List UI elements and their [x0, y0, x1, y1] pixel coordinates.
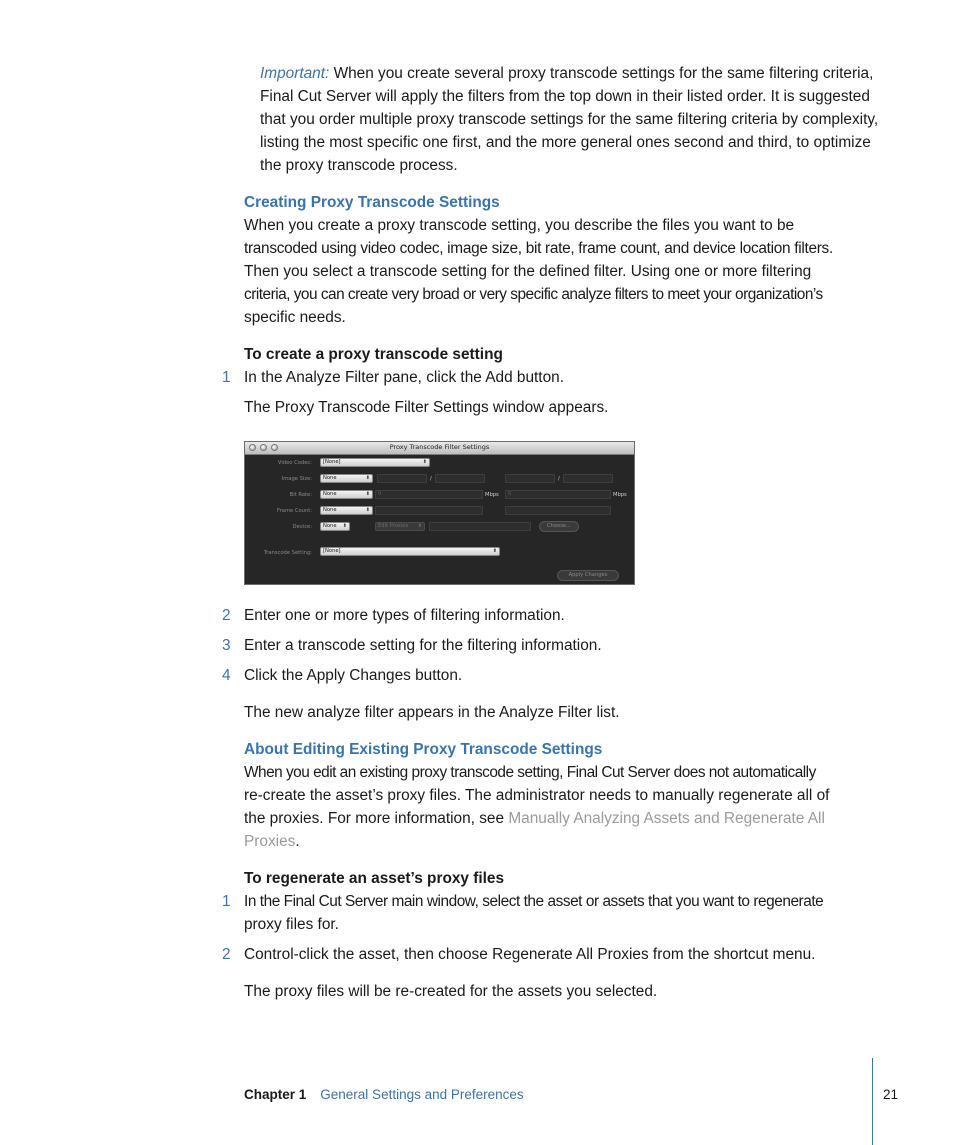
image-height-field[interactable] [435, 474, 485, 483]
popup-arrows-icon: ⬍ [365, 491, 370, 497]
popup-arrows-icon: ⬍ [365, 475, 370, 481]
bit-rate-min-value: 0 [378, 491, 382, 497]
apply-changes-button[interactable]: Apply Changes [557, 570, 619, 581]
footer-chapter: Chapter 1 [244, 1087, 307, 1102]
transcode-setting-value: [None] [323, 548, 341, 554]
bit-rate-label: Bit Rate: [289, 492, 312, 498]
image-width-field[interactable] [377, 474, 427, 483]
step-result: The proxy files will be re-created for the assets you selected. [244, 983, 658, 1000]
important-note [260, 62, 880, 177]
bit-rate-min-unit: Mbps [485, 492, 499, 498]
footer-chapter-title: General Settings and Preferences [320, 1087, 524, 1102]
edit-proxies-value: Edit Proxies [378, 523, 409, 529]
procedure-title-regenerate: To regenerate an asset’s proxy files [244, 870, 505, 887]
popup-arrows-icon: ⬍ [422, 459, 427, 465]
image-size-slash: / [430, 476, 432, 482]
step-text: In the Analyze Filter pane, click the Add button. [244, 369, 564, 386]
section-heading-editing: About Editing Existing Proxy Transcode Settings [244, 741, 603, 758]
body-line: transcoded using video codec, image size, bit rate, frame count, and device location filters. [244, 240, 833, 257]
step-number: 2 [222, 946, 231, 963]
body-text: the proxies. For more information, see [244, 810, 509, 827]
bit-rate-value: None [323, 491, 337, 497]
section2-body [244, 761, 884, 853]
step-number: 3 [222, 637, 231, 654]
step-result: The Proxy Transcode Filter Settings window appears. [244, 399, 609, 416]
step-text: Click the Apply Changes button. [244, 667, 463, 684]
body-line: specific needs. [244, 309, 346, 326]
bit-rate-max-value: 0 [508, 491, 512, 497]
device-popup[interactable] [320, 522, 350, 531]
step-text [244, 890, 884, 936]
section-heading-creating: Creating Proxy Transcode Settings [244, 194, 500, 211]
bit-rate-max-unit: Mbps [613, 492, 627, 498]
image-size-value: None [323, 475, 337, 481]
step-number: 4 [222, 667, 231, 684]
popup-arrows-icon: ⬍ [342, 523, 347, 529]
choose-button[interactable]: Choose... [539, 521, 579, 532]
bit-rate-popup[interactable] [320, 490, 373, 499]
frame-count-max-field[interactable] [505, 506, 611, 515]
window-title: Proxy Transcode Filter Settings [389, 443, 490, 451]
image-size-max-slash: / [558, 476, 560, 482]
frame-count-label: Frame Count: [277, 508, 312, 514]
page-number: 21 [883, 1087, 899, 1102]
transcode-setting-label: Transcode Setting: [263, 550, 312, 556]
step-result: The new analyze filter appears in the Analyze Filter list. [244, 704, 620, 721]
step-line: proxy files for. [244, 916, 339, 933]
device-path-field[interactable] [429, 522, 531, 531]
body-line [244, 830, 884, 853]
body-line [244, 807, 884, 830]
image-width-max-field[interactable] [505, 474, 555, 483]
device-label: Device: [292, 524, 312, 530]
step-line: In the Final Cut Server main window, select the asset or assets that you want to regenerate [244, 893, 824, 910]
video-codec-label: Video Codec: [277, 460, 312, 466]
device-value: None [323, 523, 337, 529]
edit-proxies-popup[interactable] [375, 522, 425, 531]
video-codec-value: [None] [323, 459, 341, 465]
footer [244, 1086, 524, 1104]
important-text: When you create several proxy transcode settings for the same filtering criteria, Final Cut Server will apply the filters from the top down in their listed order. It is suggested that you order multiple proxy transcode settings for the same filtering criteria by complexity, listing the most specific one first, and the more general ones second and third, to optimize the proxy transcode process. [260, 65, 879, 174]
body-line: Then you select a transcode setting for the defined filter. Using one or more filtering [244, 263, 812, 280]
popup-arrows-icon: ⬍ [492, 548, 497, 554]
body-line: When you edit an existing proxy transcode setting, Final Cut Server does not automatically [244, 764, 816, 781]
frame-count-value: None [323, 507, 337, 513]
body-line: re-create the asset’s proxy files. The administrator needs to manually regenerate all of [244, 787, 830, 804]
body-line: When you create a proxy transcode setting, you describe the files you want to be [244, 217, 795, 234]
window-titlebar [245, 442, 634, 455]
step-number: 2 [222, 607, 231, 624]
image-size-label: Image Size: [281, 476, 312, 482]
popup-arrows-icon: ⬍ [365, 507, 370, 513]
frame-count-popup[interactable] [320, 506, 373, 515]
body-text: . [295, 833, 300, 850]
cross-reference-link[interactable]: Manually Analyzing Assets and Regenerate All [508, 810, 825, 827]
bit-rate-min-field[interactable] [375, 490, 483, 499]
section1-body [244, 214, 884, 329]
step-number: 1 [222, 893, 231, 910]
frame-count-min-field[interactable] [375, 506, 483, 515]
step-number: 1 [222, 369, 231, 386]
image-size-popup[interactable] [320, 474, 373, 483]
body-line: criteria, you can create very broad or very specific analyze filters to meet your organization’s [244, 286, 823, 303]
video-codec-popup[interactable] [320, 458, 430, 467]
step-text: Control-click the asset, then choose Regenerate All Proxies from the shortcut menu. [244, 946, 816, 963]
cross-reference-link-continued[interactable]: Proxies [244, 833, 296, 850]
step-text: Enter one or more types of filtering information. [244, 607, 565, 624]
step-text: Enter a transcode setting for the filtering information. [244, 637, 602, 654]
transcode-setting-popup[interactable] [320, 547, 500, 556]
footer-divider [872, 1058, 873, 1145]
image-height-max-field[interactable] [563, 474, 613, 483]
bit-rate-max-field[interactable] [505, 490, 611, 499]
procedure-title-create: To create a proxy transcode setting [244, 346, 503, 363]
proxy-transcode-filter-settings-window [244, 441, 635, 585]
important-label: Important: [260, 65, 330, 82]
popup-arrows-icon: ⬍ [417, 523, 422, 529]
